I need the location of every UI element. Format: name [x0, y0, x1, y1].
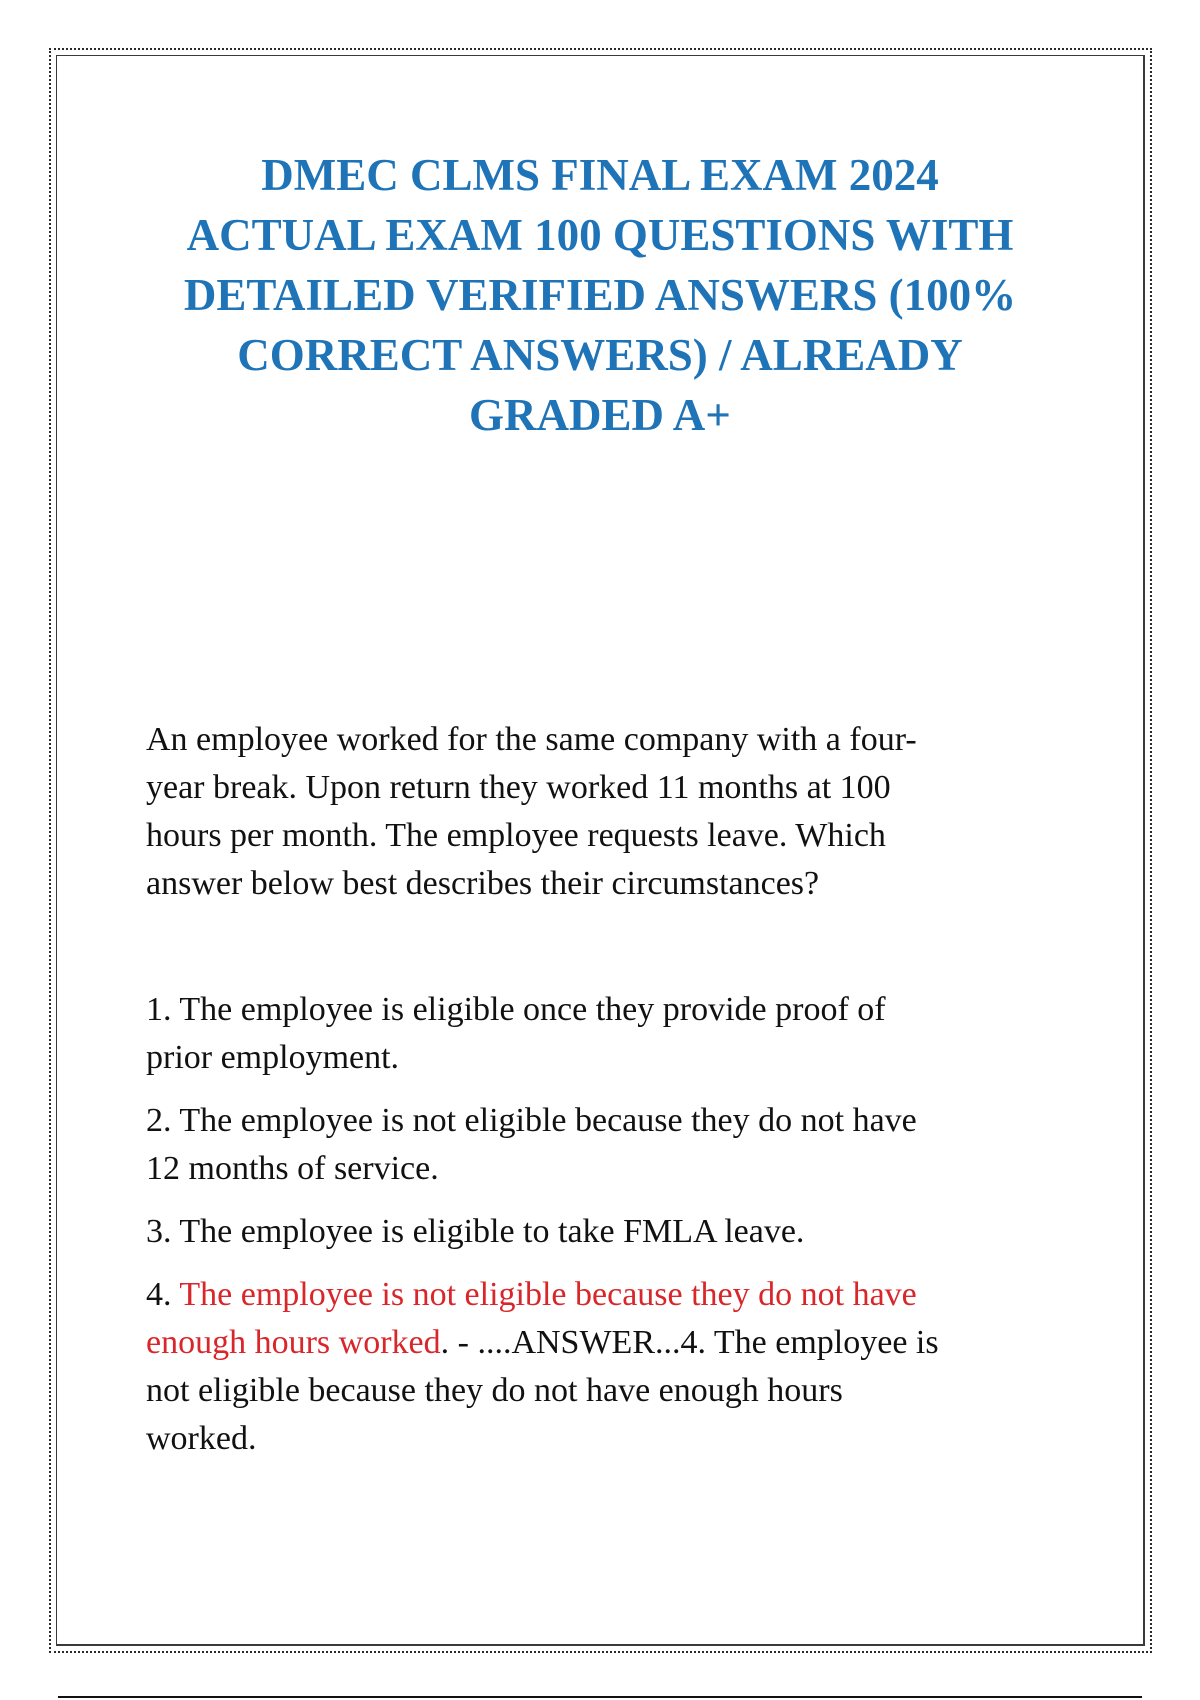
option-number: 4.	[146, 1276, 180, 1313]
option-line: 3. The employee is eligible to take FMLA leave.	[146, 1213, 805, 1250]
option-line	[146, 1319, 1076, 1367]
option-line: 2. The employee is not eligible because they do not have	[146, 1102, 917, 1139]
question-line: year break. Upon return they worked 11 months at 100	[146, 769, 891, 806]
option-line: prior employment.	[146, 1039, 400, 1076]
question-line: hours per month. The employee requests leave. Which	[146, 817, 886, 854]
question-line: answer below best describes their circumstances?	[146, 865, 820, 902]
title-line: DMEC CLMS FINAL EXAM 2024	[261, 150, 939, 200]
title-line: ACTUAL EXAM 100 QUESTIONS WITH	[186, 210, 1014, 260]
option-line: 12 months of service.	[146, 1150, 439, 1187]
answer-option-2	[146, 1097, 1076, 1193]
title-line: DETAILED VERIFIED ANSWERS (100%	[183, 270, 1017, 320]
title-line: GRADED A+	[469, 390, 731, 440]
question-line: An employee worked for the same company with a four-	[146, 721, 917, 758]
option-line	[146, 1271, 1076, 1319]
answer-key-text: worked.	[146, 1420, 257, 1457]
question-text	[146, 716, 1076, 908]
answer-key-text: . - ....ANSWER...4. The employee is	[440, 1324, 939, 1361]
answer-key-text: not eligible because they do not have enough hours	[146, 1372, 843, 1409]
correct-answer-highlight: enough hours worked	[146, 1324, 441, 1361]
page-bottom-rule	[58, 1696, 1142, 1698]
answer-option-4	[146, 1271, 1076, 1463]
option-line: 1. The employee is eligible once they provide proof of	[146, 991, 886, 1028]
title-line: CORRECT ANSWERS) / ALREADY	[237, 330, 963, 380]
answer-options	[146, 986, 1076, 1463]
answer-option-3	[146, 1208, 1076, 1256]
correct-answer-highlight: The employee is not eligible because they do not have	[179, 1276, 917, 1313]
document-title	[130, 145, 1070, 445]
answer-option-1	[146, 986, 1076, 1082]
question-block	[146, 716, 1076, 1478]
